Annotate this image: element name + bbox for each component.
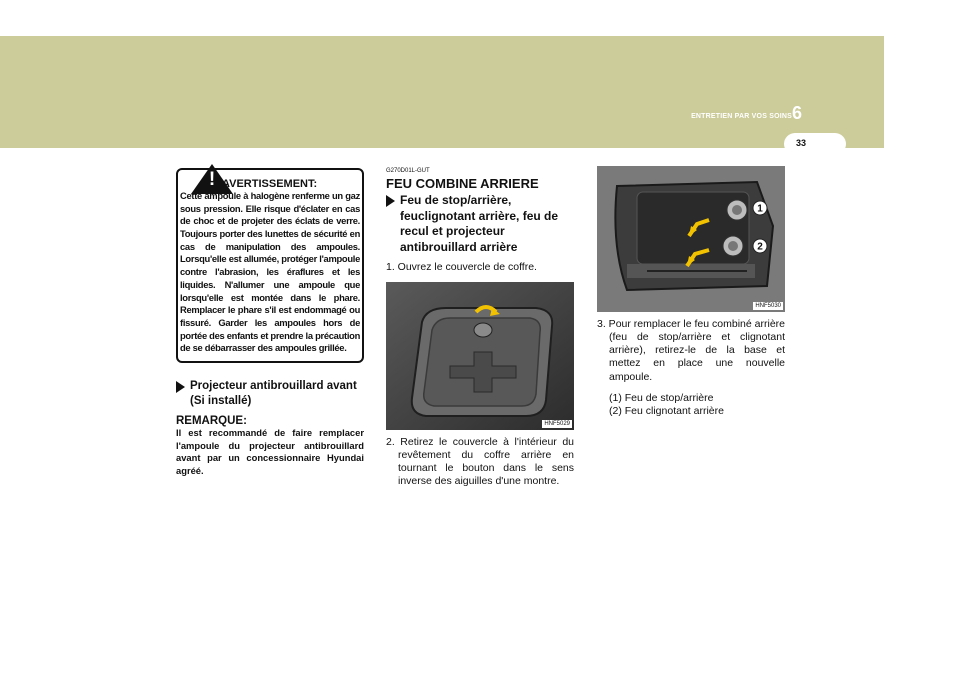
page-number: 33 <box>796 138 807 148</box>
warning-title: AVERTISSEMENT: <box>222 178 318 190</box>
arrow-right-icon <box>176 381 185 393</box>
trunk-cover-illustration <box>386 282 574 430</box>
warning-text: Cette ampoule à halogène renferme un gaz sous pression. Elle risque d'éclater en cas de choc et de projeter des éclats de verre. Toujours porter des lunettes de sécurité en cas de manipulation des ampoules. Lorsqu'elle est allumée, protéger l'ampoule contre l'abrasion, les éraflures et les liquides. N'allumer une ampoule que lorsqu'elle est montée dans le phare. Remplacer le phare s'il est endommagé ou fissuré. Garder les ampoules hors de portée des enfants et prendre la précaution de se débarrasser des ampoules grillée. <box>180 190 360 354</box>
fog-light-heading <box>176 379 364 409</box>
legend-item-2: (2) Feu clignotant arrière <box>609 405 724 418</box>
section-title: ENTRETIEN PAR VOS SOINS <box>691 113 792 120</box>
page-number-pill <box>784 133 846 155</box>
section-subheading-text: Feu de stop/arrière, feuclignotant arrière, feu de recul et projecteur antibrouillard arrière <box>400 193 559 254</box>
image-label: HNF5030 <box>755 303 781 309</box>
arrow-right-icon <box>386 195 395 207</box>
rear-lamp-illustration <box>597 166 785 312</box>
rear-lamp-photo <box>597 166 785 312</box>
exclamation-icon: ! <box>208 169 216 190</box>
section-heading: FEU COMBINE ARRIERE <box>386 176 539 191</box>
trunk-cover-photo <box>386 282 574 430</box>
section-code: G270D01L-GUT <box>386 168 430 174</box>
section-subheading <box>386 193 574 255</box>
step-2: 2. Retirez le couvercle à l'intérieur du revêtement du coffre arrière en tournant le bouton dans le sens inverse des aiguilles d'une montre. <box>386 435 574 487</box>
fog-light-heading-text: Projecteur antibrouillard avant (Si installé) <box>190 379 357 407</box>
note-text: Il est recommandé de faire remplacer l'ampoule du projecteur antibrouillard avant par un concessionnaire Hyundai agréé. <box>176 426 364 476</box>
middle-column <box>386 168 574 488</box>
step-3: 3. Pour remplacer le feu combiné arrière (feu de stop/arrière et clignotant arrière), retirez-le de la base et mettez en place une nouvelle ampoule. <box>597 318 785 383</box>
left-column <box>176 168 364 478</box>
callout-1: 1 <box>757 203 763 215</box>
image-label: HNF5029 <box>544 420 570 427</box>
header-band <box>0 36 884 148</box>
callout-2: 2 <box>757 241 763 253</box>
right-column <box>597 168 785 419</box>
warning-box <box>176 168 364 363</box>
note-title: REMARQUE: <box>176 414 247 427</box>
chapter-number: 6 <box>792 103 803 123</box>
legend-item-1: (1) Feu de stop/arrière <box>609 391 714 404</box>
step-1: 1. Ouvrez le couvercle de coffre. <box>386 261 537 274</box>
